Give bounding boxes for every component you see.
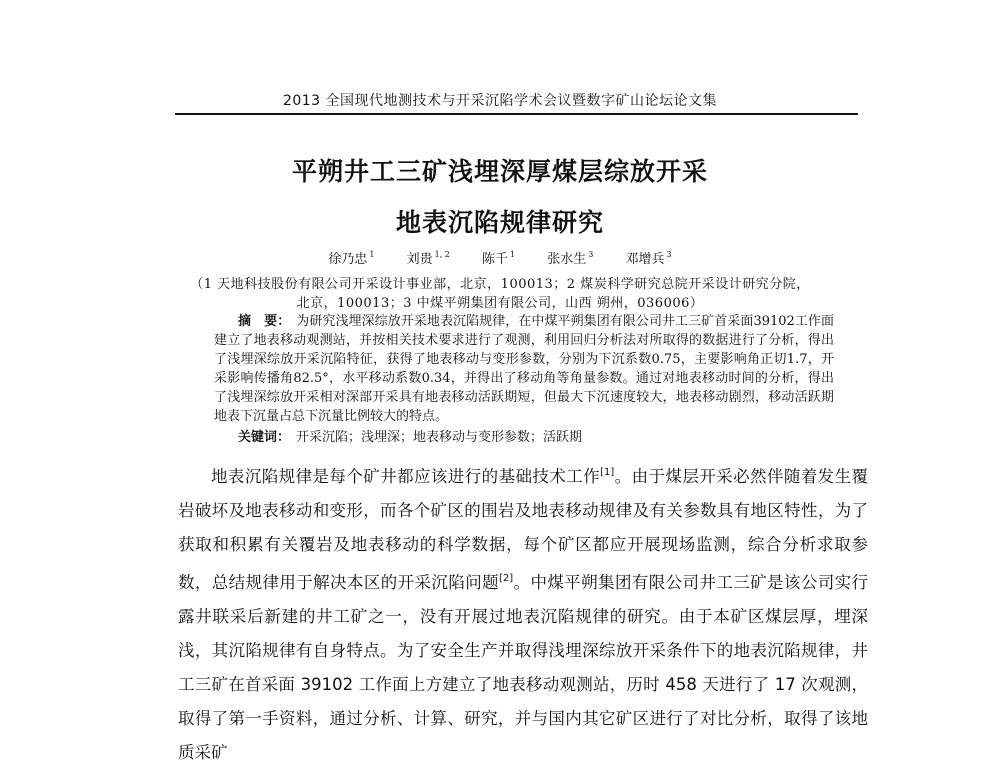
body-text-segment: 。由于煤层开采必然伴随着发生覆岩破坏及地表移动和变形，而各个矿区的围岩及地表移动规律及有关参数具有地区特性，为了获取和积累有关覆岩及地表移动的科学数据，每个矿区都应开展现场监测，综合分析求取参数，总结规律用于解决本区的开采沉陷问题 bbox=[178, 467, 869, 592]
keywords-label: 关键词： bbox=[238, 430, 291, 445]
body-paragraph bbox=[178, 456, 868, 770]
author bbox=[626, 248, 672, 267]
author-affiliation-mark: 1, 2 bbox=[434, 250, 450, 259]
author-affiliation-mark: 3 bbox=[666, 250, 672, 259]
paper-title-line-2: 地表沉陷规律研究 bbox=[395, 208, 604, 237]
author-list bbox=[0, 248, 1000, 267]
author bbox=[547, 248, 593, 267]
author-affiliation-mark: 1 bbox=[510, 250, 516, 259]
author bbox=[482, 248, 515, 267]
abstract bbox=[214, 312, 834, 426]
author bbox=[407, 248, 450, 267]
author-name: 邓增兵 bbox=[625, 252, 665, 267]
paper-title-line-1: 平朔井工三矿浅埋深厚煤层综放开采 bbox=[291, 157, 708, 186]
running-header: 2013 全国现代地测技术与开采沉陷学术会议暨数字矿山论坛论文集 bbox=[282, 93, 718, 109]
citation-marker: [1] bbox=[600, 467, 615, 478]
author-name: 徐乃忠 bbox=[328, 252, 368, 267]
abstract-label: 摘 要： bbox=[238, 314, 291, 329]
author-affiliation-mark: 3 bbox=[588, 250, 594, 259]
keywords bbox=[214, 426, 834, 445]
author bbox=[328, 248, 374, 267]
header-rule bbox=[175, 113, 858, 115]
author-name: 陈千 bbox=[482, 252, 509, 267]
affiliations-line-2: 北京，100013；3 中煤平朔集团有限公司，山西 朔州，036006） bbox=[296, 296, 704, 311]
author-name: 刘贵 bbox=[406, 252, 433, 267]
author-name: 张水生 bbox=[547, 252, 587, 267]
affiliations-line-1: （1 天地科技股份有限公司开采设计事业部，北京，100013；2 煤炭科学研究总院开采设计研究分院， bbox=[190, 277, 810, 292]
keywords-text: 开采沉陷；浅埋深；地表移动与变形参数；活跃期 bbox=[296, 430, 583, 445]
body-text-segment: 。中煤平朔集团有限公司井工三矿是该公司实行露井联采后新建的井工矿之一，没有开展过地表沉陷规律的研究。由于本矿区煤层厚，埋深浅，其沉陷规律有自身特点。为了安全生产并取得浅埋深综放开采条件下的地表沉陷规律，井工三矿在首采面 39102 工作面上方建立了地表移动观测站，历时 458 天进行了 17 次观测，取得了第一手资料，通过分析、计算、研究，并与国内其它矿区进行了对比分析，取得了该地质采矿 bbox=[178, 573, 869, 762]
citation-marker: [2] bbox=[499, 573, 514, 584]
abstract-text: 为研究浅埋深综放开采地表沉陷规律，在中煤平朔集团有限公司井工三矿首采面39102工作面建立了地表移动观测站，并按相关技术要求进行了观测，利用回归分析法对所取得的数据进行了分析，得出了浅埋深综放开采沉陷特征，获得了地表移动与变形参数，分别为下沉系数0.75，主要影响角正切1.7，开采影响传播角82.5°，水平移动系数0.34，并得出了移动角等角量参数。通过对地表移动时间的分析，得出了浅埋深综放开采相对深部开采具有地表移动活跃期短，但最大下沉速度较大，地表移动剧烈，移动活跃期地表下沉量占总下沉量比例较大的特点。 bbox=[214, 314, 834, 424]
author-affiliation-mark: 1 bbox=[369, 250, 375, 259]
body-text-segment: 地表沉陷规律是每个矿井都应该进行的基础技术工作 bbox=[211, 467, 601, 486]
